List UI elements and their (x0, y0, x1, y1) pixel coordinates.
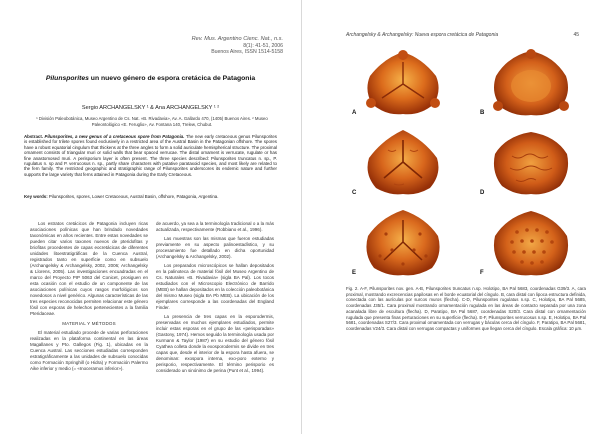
page-number: 45 (573, 32, 579, 38)
figure-panel-b (472, 46, 590, 120)
methods-paragraph-4: La presencia de tres capas en la esporodermis, preservadas en muchos ejemplares estudiados, permite incluir estas esporas en el grupo de las «perisporadas» (Gastony, 1974). Hemos seguido la terminología usada por Kurmann & Taylor (1987) en su estudio del género fósil Cyathea colleta donde la exosporodermis se divide en tres capas que, desde el interior de la espora hasta afuera, se denominan: exospora interna, exo-poro externo y perisporio, respectivamente. El término perisporio es considerado un sinónimo de perina (Punt et al., 1994). (156, 314, 274, 373)
methods-paragraph-2: Las muestras son las mismas que fueron estudiadas previamente en su aspecto palinoestadístico, y su procesamiento fue detallado en dicha oportunidad (Archangelsky & Archangelsky, 2002). (156, 236, 274, 259)
spore-image-e (344, 206, 462, 280)
intro-paragraph: Los estratos cretácicos de Patagonia incluyen ricas asociaciones polínicas que han brindado novedades taxonómicas en años recientes. Entre estas novedades se pueden citar varios taxones nuevos de pteridofitas y briofitas procedentes de capas eocretácicas de diferentes unidades litoestratigráficas de la Cuenca Austral, registrados tanto en superficie como en subsuelo (Archangelsky & Archangelsky, 2002, 2006; Archangelsky & Llorens, 2005). Las investigaciones encuadradas en el marco del Proyecto PIP 5063 del Conicet, prosiguen en esta ocasión con el estudio de un componente de las asociaciones polínicas cuyos rasgos morfológicos son novedosos a nivel genérico. Algunas características de las tres especies reconocidas permiten relacionar este género fósil con esporas de helechos pertenecientes a la familia Pteridaceae. (30, 221, 148, 316)
figure-panel-d (472, 126, 590, 200)
abstract (24, 134, 277, 177)
panel-label-d: D (480, 190, 485, 196)
journal-citation (192, 36, 283, 56)
body-column-2 (156, 221, 274, 377)
running-title: Archangelsky & Archangelsky: Nueva espora cretácica de Patagonia (346, 32, 499, 38)
spore-image-c (344, 126, 462, 200)
section-heading: MATERIAL Y MÉTODOS (62, 321, 116, 326)
spore-image-a (344, 46, 462, 120)
panel-label-f: F (480, 270, 484, 276)
keywords-label: Key words: (24, 194, 49, 199)
journal-place: Buenos Aires, ISSN 1514-5158 (211, 49, 283, 56)
methods-paragraph-cont: de acuerdo, ya sea a la terminología tradicional o a la más actualizada, respectivamente (Robbiano et al., 1996). (156, 221, 274, 232)
figure-panel-e (344, 206, 462, 280)
panel-label-a: A (352, 110, 357, 116)
keywords-text: Pilunsporites, spores, Lower Cretaceous, Austral Basin, offshore, Patagonia, Argentina. (48, 194, 219, 199)
title-rest: un nuevo género de espora cretácica de Patagonia (88, 75, 256, 82)
figure-panel-c (344, 126, 462, 200)
abstract-label: Abstract. (24, 134, 45, 139)
figure-plate (344, 46, 591, 280)
spore-image-d (472, 126, 590, 200)
body-column-1 (30, 221, 148, 375)
spore-image-f (472, 206, 590, 280)
figure-panel-a (344, 46, 462, 120)
right-page (301, 0, 600, 434)
affiliation: ¹ División Paleobotánica, Museo Argentino de Cs. Nat. «B. Rivadavia», Av. A. Gallardo 470, (1405) Buenos Aires. ² Museo Paleontológico «E. Feruglio», Av. Fontana 140, Trelew, Chubut. (36, 116, 268, 127)
journal-volume: 8(1): 41-51, 2006 (243, 42, 283, 49)
figure-caption: Fig. 2. A-F, Pilunsporites nov. gen. A-B, Pilunsporites truncatus n.sp. Holotipo, BA Pal 5683, coordenadas G39/3. A, cara proximal, mostrando excrecencias papilosas en el borde ecuatorial del cíngulo. B, cara distal con lipoca estructura definida, conectada con las aurículas por surcos muros (flecha). C-D, Pilunsporites rugulatus n.sp. C, Holotipo, BA Pal 5685, coordenadas J35/1. Cara proximal mostrando ornamentación rugulada en las áreas de contacto separada por una zona acanalada libre de escultura (flecha). D, Paratipo, BA Pal 5687, coordenadas S20/3. Cara distal con ornamentación rugulada que presenta finas perturaciones en su superficie (flecha). E-F, Pilunsporites verrucosus n.sp. E, Holotipo, BA Pal 5681, coordenadas S27/3. Cara proximal ornamentada con verrugas y báculas cerca del cíngulo. F, Paratipo, BA Pal 5681, coordenadas V24/3. Cara distal con verrugas compactas y uniformes que llegan cerca del cíngulo. Escala gráfica: 10 µm. (346, 286, 586, 331)
abstract-lead: Pilunsporites, a new genus of a cretaceous spore from Patagonia. (44, 134, 185, 139)
abstract-text: The new early cretaceous genus Pilunsporites is established for trilete spores found exclusively in a restricted area of the Austral Basin in the Patagonian offshore. The spores have a robust equatorial cingulum that thickens at the three angles to form a solid auriculate hemispherical structure. The proximal ornament consists of triangular muri or solid walls that bear spaced verrucae. The distal ornament is verrucate, rugulate or has fine anastomosed muri. A perisporium layer is often present. The three species described: Pilunsporites truncatus n. sp., P. rugulatus n. sp and P. verrucosus n. sp., partly share characters with putative parataxoid species, and most likely are related to the fern family. The restricted geographic and stratigraphic range of Pilunsporites underscores its endemic nature and further supports the large variety that ferns attained in Patagonia during the Early Cretaceous. (24, 134, 277, 177)
panel-label-e: E (352, 270, 357, 276)
authors: Sergio ARCHANGELSKY ¹ & Ana ARCHANGELSKY ¹ ² (81, 105, 220, 111)
journal-name: Rev. Mus. Argentino Cienc. Nat., n.s. (191, 36, 283, 42)
methods-paragraph-3: Los preparados microscópicos se hallan depositados en la palinoteca de material fósil del Museo Argentino de Cs. Naturales «B. Rivadavia» (sigla BA Pal). Los tocos estudiados con el Microscopio Electrónico de Barrido (MEB) se hallan depositados en la colección paleobotánica del mismo Museo (sigla BA Pb MEB). La ubicación de los ejemplares corresponde a las coordenadas del England Finder. (156, 263, 274, 310)
methods-paragraph: El material estudiado procede de varias perforaciones realizadas en la plataforma continental en las áreas Magallanes y Pto. Gallegos (Fig. 1), ubicadas en la Cuenca Austral. Las secciones estudiadas corresponden estratigráficamente a las unidades de subsuelo conocidas como Formación Springhill (o Hidra) y Formación Palermo Aike inferior y medio (= «Inoceramus inferior»). (30, 330, 148, 371)
figure-panel-f (472, 206, 590, 280)
title-genus: Pilunsporites (45, 75, 89, 82)
article-title (30, 74, 271, 83)
keywords (24, 194, 277, 199)
panel-label-c: C (352, 190, 357, 196)
panel-label-b: B (480, 110, 485, 116)
spore-image-b (472, 46, 590, 120)
